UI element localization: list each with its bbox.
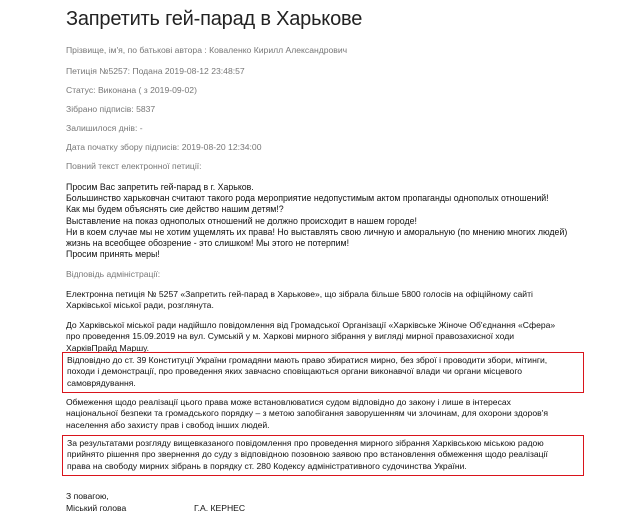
response-line: Електронна петиція № 5257 «Запретить гей-парад в Харькове», що зібрала більше 5800 голосів на офіційному сайті	[66, 289, 533, 299]
full-text-label: Повний текст електронної петиції:	[66, 161, 202, 171]
petition-line: Как мы будем объяснять сие действо нашим детям!?	[66, 204, 284, 215]
response-line: Відповідно до ст. 39 Конституції України громадяни мають право збиратися мирно, без зброї і проводити збори, мітинги,	[67, 355, 548, 365]
response-paragraph-2	[66, 320, 588, 354]
signatures-collected: Зібрано підписів: 5837	[66, 104, 156, 114]
signature-greeting: З повагою,	[66, 491, 109, 501]
response-line: національної безпеки та громадського порядку – з метою запобігання заворушенням чи злочинам, для охорони здоров'я	[66, 408, 548, 419]
start-date: Дата початку збору підписів: 2019-08-20 12:34:00	[66, 142, 262, 152]
petition-line: Просим принять меры!	[66, 249, 160, 260]
petition-line: Ни в коем случае мы не хотим ущемлять их права! Но выставлять свою личную и аморальную (по мнению многих людей)	[66, 226, 568, 237]
signature-name: Г.А. КЕРНЕС	[194, 503, 246, 513]
highlighted-paragraph-decision	[62, 435, 584, 476]
response-line: про проведення 15.09.2019 на вул. Сумській у м. Харкові мирного зібрання у вигляді мирної правозахисної ходи	[66, 331, 515, 342]
page-title: Запретить гей-парад в Харькове	[66, 8, 363, 30]
signature-position: Міський голова	[66, 503, 127, 513]
days-left: Залишилося днів: -	[66, 123, 143, 133]
response-line: права на свободу мирних зібрань в порядку ст. 280 Кодексу адміністративного судочинства України.	[67, 460, 467, 471]
petition-number: Петиція №5257: Подана 2019-08-12 23:48:57	[66, 66, 245, 76]
response-line: Харківської міської ради, розглянута.	[66, 300, 214, 311]
petition-text	[66, 182, 586, 260]
response-line: походи і демонстрації, про проведення яких завчасно сповіщаються органи виконавчої влади чи органи місцевого	[67, 366, 523, 377]
response-line: самоврядування.	[67, 377, 136, 388]
response-paragraph-1	[66, 289, 588, 312]
response-line: прийнято рішення про звернення до суду з відповідною позовною заявою про встановлення обмеження щодо реалізації	[67, 449, 548, 460]
response-line: населення або захисту прав і свобод інших людей.	[66, 419, 270, 430]
petition-line: Просим Вас запретить гей-парад в г. Харьков.	[66, 182, 254, 192]
response-paragraph-4	[66, 397, 588, 431]
petition-line: Большинство харьковчан считают такого рода мероприятие недопустимым актом пропаганды однополых отношений!	[66, 193, 549, 204]
author-line: Прізвище, ім'я, по батькові автора : Коваленко Кирилл Александрович	[66, 45, 348, 55]
response-line: ХарківПрайд Маршу.	[66, 342, 149, 353]
status-line: Статус: Виконана ( з 2019-09-02)	[66, 85, 197, 95]
response-label: Відповідь адміністрації:	[66, 269, 161, 279]
highlighted-paragraph-constitution	[62, 352, 584, 393]
petition-line: Выставление на показ однополых отношений не должно происходит в нашем городе!	[66, 215, 417, 226]
response-line: За результатами розгляду вищевказаного повідомлення про проведення мирного зібрання Харківською міською радою	[67, 438, 544, 448]
response-line: До Харківської міської ради надійшло повідомлення від Громадської Організації «Харківське Жіноче Об'єднання «Сфера»	[66, 320, 556, 330]
response-line: Обмеження щодо реалізації цього права може встановлюватися судом відповідно до закону і лише в інтересах	[66, 397, 511, 407]
petition-line: жизнь на всеобщее обозрение - это слишком! Мы этого не потерпим!	[66, 238, 350, 249]
